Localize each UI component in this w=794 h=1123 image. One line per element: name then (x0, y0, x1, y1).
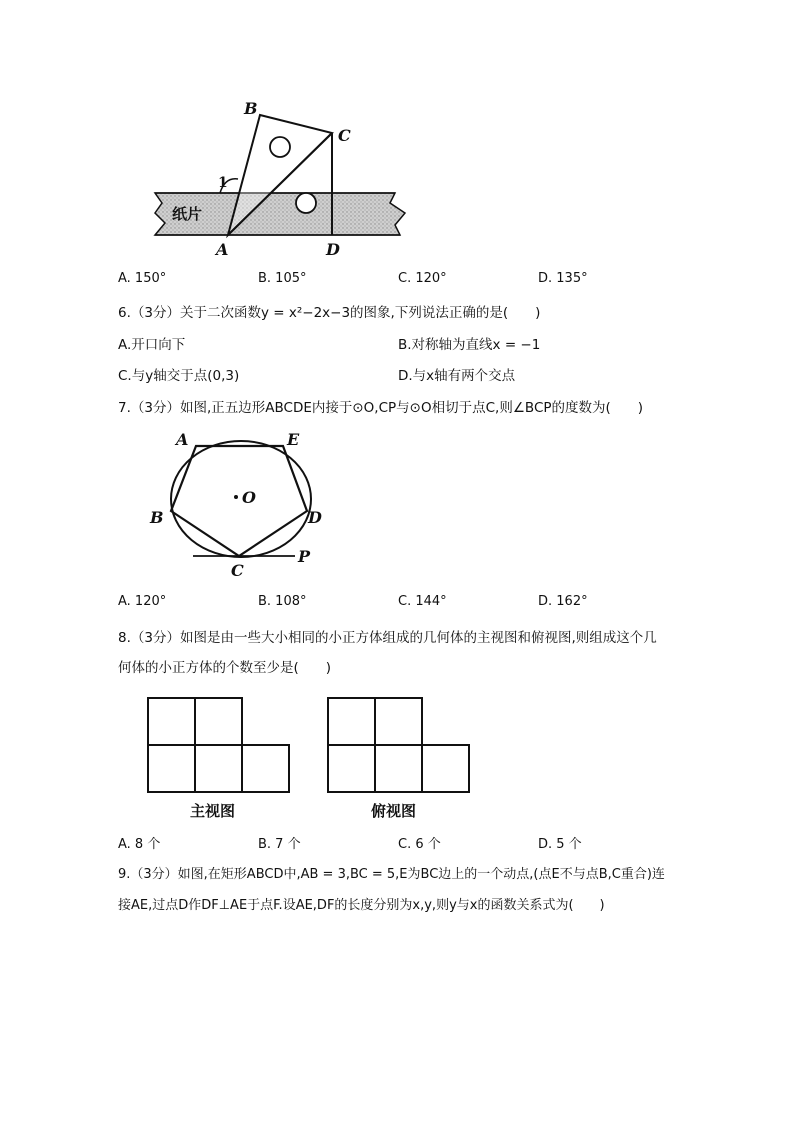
ruler-hole-top (270, 137, 290, 157)
label-E: E (287, 430, 300, 449)
label-A: A (176, 430, 189, 449)
caption-front-view: 主视图 (190, 802, 236, 820)
q8-figure (140, 692, 480, 827)
q5-option-b[interactable]: B. 105° (258, 271, 307, 286)
q6-option-b[interactable]: B.对称轴为直线x = −1 (398, 337, 541, 353)
q7-option-a[interactable]: A. 120° (118, 594, 167, 609)
label-B: B (244, 99, 258, 118)
label-C: C (231, 561, 244, 580)
label-B: B (150, 508, 164, 527)
q8-stem-line2: 何体的小正方体的个数至少是( ) (118, 660, 332, 676)
q5-option-d[interactable]: D. 135° (538, 271, 588, 286)
q8-option-c[interactable]: C. 6 个 (398, 837, 441, 852)
q8-option-b[interactable]: B. 7 个 (258, 837, 301, 852)
q6-stem: 6.（3分）关于二次函数y = x²−2x−3的图象,下列说法正确的是( ) (118, 305, 541, 321)
q5-figure (150, 95, 410, 265)
label-A: A (216, 240, 229, 259)
q7-stem: 7.（3分）如图,正五边形ABCDE内接于⊙O,CP与⊙O相切于点C,则∠BCP的度数为( ) (118, 400, 644, 416)
top-view (328, 698, 469, 792)
q7-option-c[interactable]: C. 144° (398, 594, 447, 609)
caption-top-view: 俯视图 (371, 802, 417, 820)
front-view (148, 698, 289, 792)
label-angle-1: 1 (218, 175, 228, 191)
q8-option-a[interactable]: A. 8 个 (118, 837, 161, 852)
label-O: O (242, 488, 256, 507)
q6-option-c[interactable]: C.与y轴交于点(0,3) (118, 368, 240, 384)
q7-figure (145, 425, 335, 580)
q5-option-a[interactable]: A. 150° (118, 271, 167, 286)
center-o-dot (234, 495, 238, 499)
q5-option-c[interactable]: C. 120° (398, 271, 447, 286)
label-D: D (326, 240, 340, 259)
label-C: C (338, 126, 351, 145)
q6-option-a[interactable]: A.开口向下 (118, 337, 186, 353)
q8-stem-line1: 8.（3分）如图是由一些大小相同的小正方体组成的几何体的主视图和俯视图,则组成这个几 (118, 630, 657, 646)
q6-option-d[interactable]: D.与x轴有两个交点 (398, 368, 516, 384)
q7-option-d[interactable]: D. 162° (538, 594, 588, 609)
label-P: P (298, 547, 311, 566)
ruler-hole-bottom (296, 193, 316, 213)
q7-option-b[interactable]: B. 108° (258, 594, 307, 609)
label-D: D (308, 508, 322, 527)
strip-text: 纸片 (172, 205, 203, 223)
q9-stem-line2: 接AE,过点D作DF⊥AE于点F.设AE,DF的长度分别为x,y,则y与x的函数关系式为( ) (118, 898, 605, 913)
q9-stem-line1: 9.（3分）如图,在矩形ABCD中,AB = 3,BC = 5,E为BC边上的一个动点,(点E不与点B,C重合)连 (118, 867, 665, 882)
q8-option-d[interactable]: D. 5 个 (538, 837, 582, 852)
